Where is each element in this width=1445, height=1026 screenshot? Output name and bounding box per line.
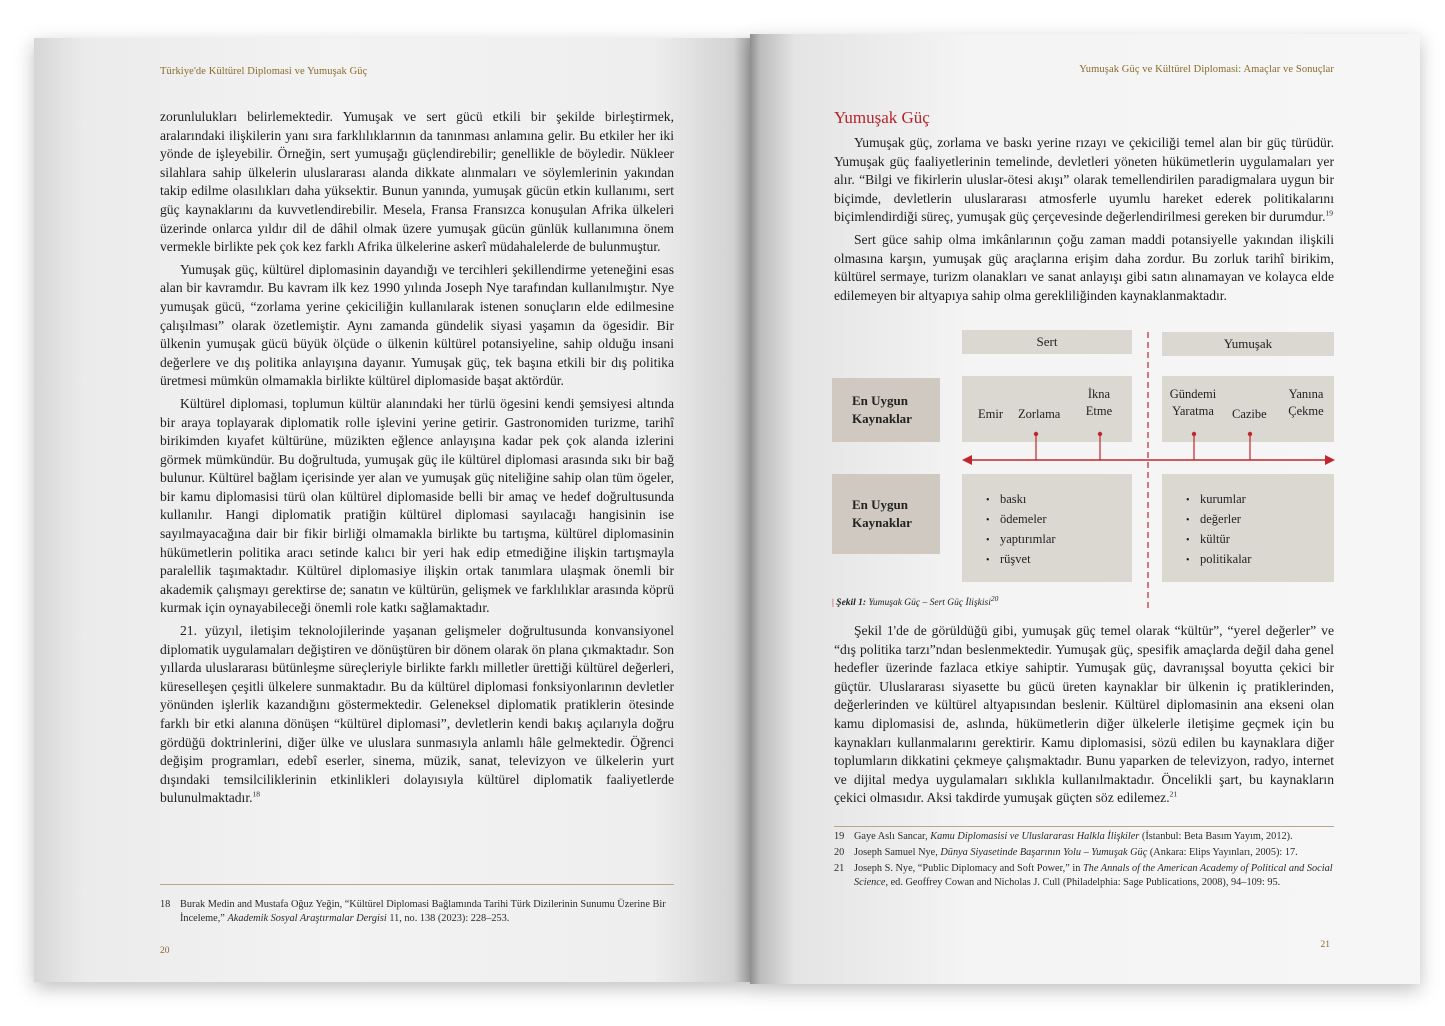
footnote-body: Burak Medin and Mustafa Oğuz Yeğin, “Kültürel Diplomasi Bağlamında Tarihi Türk Dizilerinin Sunumu Üzerine Bir İnceleme,” Akademik Sosyal Araştırmalar Dergisi 11, no. 138 (2023): 228–253.: [180, 899, 666, 924]
arrow-right-head: [1325, 455, 1335, 465]
resource-item: • ödemeler: [986, 510, 1056, 530]
resource-item: • kurumlar: [1186, 490, 1251, 510]
scale-zorlama: Zorlama: [1018, 407, 1061, 421]
figure-caption: | Şekil 1: Yumuşak Güç – Sert Güç İlişkisi$^{20}$: [832, 593, 999, 608]
sert-resources-box: [962, 474, 1132, 582]
footnote-18: [160, 898, 674, 926]
header-sert: Sert: [962, 330, 1132, 354]
scale-gundemi: Gündemi Yaratma: [1169, 387, 1217, 418]
resource-item: • yaptırımlar: [986, 530, 1056, 550]
arrow-left-head: [962, 455, 972, 465]
row-label-top: En Uygun Kaynaklar: [832, 378, 940, 442]
left-page-number: 20: [160, 946, 170, 956]
resource-item: • baskı: [986, 490, 1056, 510]
resource-item: • kültür: [1186, 530, 1251, 550]
yumusak-resources-box: [1162, 474, 1334, 582]
resource-item: • rüşvet: [986, 550, 1056, 570]
footnote-ref-21[interactable]: 21: [1169, 789, 1178, 799]
left-footnotes: [160, 898, 674, 928]
footnote-ref-18[interactable]: 18: [252, 789, 261, 799]
right-paragraph-3: Şekil 1'de de görüldüğü gibi, yumuşak güç temel olarak “kültür”, “yerel değerler” ve “dış politika tarzı”ndan beslenmektedir. Yumuşak güç, spesifik amaçlarda değil daha genel hedefler üzerinde fazlaca etkiye sahiptir. Yumuşak güç, davranışsal boyutta çekici bir güçtür. Uluslararası siyasette bu gücü üreten kaynaklar bir ülkenin iç pratiklerinden, değerlerinden ve kültürel altyapısından beslenir. Kültürel diplomasinin ana ekseni olan kamu diplomasisi de, aslında, hükümetlerin diğer ülkelerle iletişime geçmek için bu kaynakları kullanmalarını gerektirir. Kamu diplomasisi, sözü edilen bu kaynaklara diğer toplumların dikkatini çekmeye çalışmaktadır. Bunu yaparken de televizyon, radyo, internet ve dijital medya uygulamaları sıklıkla kullanılmaktadır. Öncelikli şart, bu kaynakların çekici olmasıdır. Aksi takdirde yumuşak güçten söz edilemez.$^{21}$: [834, 623, 1334, 806]
left-paragraph-1: zorunlulukları belirlemektedir. Yumuşak ve sert gücü etkili bir şekilde birleştirmek, aralarındaki ilişkilerin yanı sıra farklılıklarının da tanınması anlamına gelir. Bu etkiler her iki yönde de işleyebilir. Örneğin, sert yumuşağı güçlendirebilir; genellikle de böyledir. Nükleer silahlara sahip ülkelerin uluslararası alanda dikkate alınmaları ve söylemlerinin yakından takip edilme olasılıkları daha yüksektir. Bunun yanında, yumuşak gücün etkin kullanımı, sert güç kaynaklarını da kuvvetlendirebilir. Mesela, Fransa Fransızca konuşulan Afrika ülkeleri üzerinde onlarca yıldır dil de dâhil olmak üzere yumuşak gücün günlük kullanımına önem vermekle birlikte pek çok kez farklı Afrika ülkelerine askerî müdahalelerde de bulunmuştur.: [160, 109, 674, 255]
right-footnotes: [834, 830, 1334, 892]
resource-item: • değerler: [1186, 510, 1251, 530]
scale-cazibe: Cazibe: [1232, 407, 1267, 421]
sert-resources-list: [986, 490, 1056, 570]
left-page: [34, 38, 750, 982]
row-label-bottom: En Uygun Kaynaklar: [832, 474, 940, 554]
yumusak-resources-list: [1186, 490, 1251, 570]
footnote-number: 18: [160, 899, 171, 910]
scale-ikna: İkna Etme: [1085, 387, 1113, 418]
scale-yanina: Yanına Çekme: [1288, 387, 1324, 418]
right-running-head: Yumuşak Güç ve Kültürel Diplomasi: Amaçlar ve Sonuçlar: [1079, 64, 1334, 75]
right-body-text-top: [834, 134, 1334, 309]
scale-emir: Emir: [978, 407, 1003, 421]
right-paragraph-1: Yumuşak güç, zorlama ve baskı yerine rızayı ve çekiciliği temel alan bir güç türüdür. Yumuşak güç faaliyetlerinin temelinde, devletleri yöneten hükümetlerin uygulamaları yer alır. “Bilgi ve fikirlerin uluslar-ötesi akışı” olarak temellendirilen paradigmalara uygun bir biçimde, devletlerin uluslararası atmosferle uyumlu hareket ederek politikalarını biçimlendirdiği süreç, yumuşak güç çerçevesinde değerlendirilmesi gereken bir durumdur.$^{19}$: [834, 135, 1334, 225]
figure-soft-hard-power: [832, 330, 1336, 614]
footnote-21: 21 Joseph S. Nye, “Public Diplomacy and Soft Power,” in The Annals of the American Academy of Political and Social Science, ed. Geoffrey Cowan and Nicholas J. Cull (Philadelphia: Sage Publications, 2008), 94–109: 95.: [834, 863, 1333, 888]
footnote-ref-19[interactable]: 19: [1325, 208, 1333, 218]
right-page-number: 21: [1320, 940, 1330, 950]
right-paragraph-2: Sert güce sahip olma imkânlarının çoğu zaman maddi potansiyelle yakından ilişkili olmasına karşın, yumuşak güç araçlarına erişim daha zordur. Bu zorluk tarihî birikim, kültürel sermaye, turizm olanakları ve sanat anlayışı gibi satın alınamayan ve kolayca elde edilemeyen bir altyapıya sahip olma gerekliliğinden kaynaklanmaktadır.: [834, 231, 1334, 303]
left-running-head: Türkiye'de Kültürel Diplomasi ve Yumuşak Güç: [160, 66, 368, 77]
left-paragraph-4-text: 21. yüzyıl, iletişim teknolojilerinde yaşanan gelişmeler doğrultusunda konvansiyonel diplomatik uygulamaları değiştiren ve dönüştüren bir dönem olarak ön plana çıkmaktadır. Son yıllarda uluslararası bütünleşme süreçleriyle birlikte farklı milletler ürettiği kültürel değerleri, küreselleşen çeşitli ülkelere sunmaktadır. Bu da kültürel diplomasi fonksiyonlarının devletler yönünden işlerlik kazandığını göstermektedir. Geleneksel diplomatik pratiklerin ötesinde farklı bir etki alanına dönüşen “kültürel diplomasi”, devletlerin kendi bakış açılarıyla doğru gördüğü doktrinlerini, diğer ülke ve uluslara sunmasıyla anlamlı hâle gelmektedir. Öğrenci değişim programları, edebî eserler, sinema, müzik, sanat, televizyon ve ülkelerin yurt dışındaki temsilciliklerinin etkinlikleri dolayısıyla kültürel diplomatik faaliyetlerde bulunulmaktadır.: [160, 623, 674, 806]
resource-item: • politikalar: [1186, 550, 1251, 570]
left-paragraph-4: [160, 622, 674, 808]
section-title: Yumuşak Güç: [834, 108, 930, 127]
footnote-divider: [160, 884, 674, 885]
footnote-20: 20 Joseph Samuel Nye, Dünya Siyasetinde Başarının Yolu – Yumuşak Güç (Ankara: Elips Yayınları, 2005): 17.: [834, 847, 1298, 858]
footnote-19: 19 Gaye Aslı Sancar, Kamu Diplomasisi ve Uluslararası Halkla İlişkiler (İstanbul: Beta Basım Yayım, 2012).: [834, 831, 1293, 842]
footnote-divider: [834, 826, 1334, 827]
left-paragraph-2: Yumuşak güç, kültürel diplomasinin dayandığı ve tercihleri şekillendirme yeteneğini esas alan bir kavramdır. Bu kavram ilk kez 1990 yılında Joseph Nye tarafından kullanılmıştır. Nye yumuşak gücü, “zorlama yerine çekiciliğin kullanılarak istenen sonuçların elde edilmesine çalışılması” olarak özetlemiştir. Aynı zamanda gündelik siyasi yaşamın da ögesidir. Bir ülkenin yumuşak gücü büyük ölçüde o ülkenin kültürel potansiyeline, sahip olduğu insani değerlere ve dış politika anlayışına dayanır. Yumuşak güç, tek başına etkili bir dış politika üretmesi mümkün olmamakla birlikte kültürel diplomaside başat aktördür.: [160, 261, 674, 389]
right-page: [750, 34, 1420, 984]
right-body-text-bottom: [834, 622, 1334, 812]
header-yumusak: Yumuşak: [1162, 332, 1334, 356]
left-paragraph-3: Kültürel diplomasi, toplumun kültür alanındaki her türlü ögesini kendi şemsiyesi altında bir araya toplayarak diplomatik rolle işlevini yerine getirir. Gastronomiden turizme, tarihî birikimden kıyafet kültürüne, müzikten eğlence anlayışına kadar pek çok alanda izlerini görmek mümkündür. Bu doğrultuda, yumuşak güç ile kültürel diplomasi arasında sıkı bir bağ bulunur. Kültürel bağlam içerisinde yer alan ve yumuşak güç niteliğine sahip olan tüm ögeler, bir kamu diplomasisi türü olan kültürel diplomaside belli bir amaç ve hedef doğrultusunda kullanılır. Hangi diplomatik pratiğin kültürel diplomasi sayılacağı hangisinin ise sayılmayacağına dair bir fikir birliği olmamakla birlikte bu tartışma, kültürel diplomasinin hükümetlerin politika aracı setinde kalıcı bir yeri hak edip etmediğine ilişkin tartışmayla paralellik taşımaktadır. Kültürel diplomasiye ilişkin ortak tanımlara ulaşmak önemli bir akademik çalışmayı gerektirse de; sanatın ve kültürün, gelişmek ve farklılıklar arasında köprü kurmak için oynayabileceği önemli role katkı sağlamaktadır.: [160, 395, 674, 616]
left-body-text: [160, 108, 674, 812]
